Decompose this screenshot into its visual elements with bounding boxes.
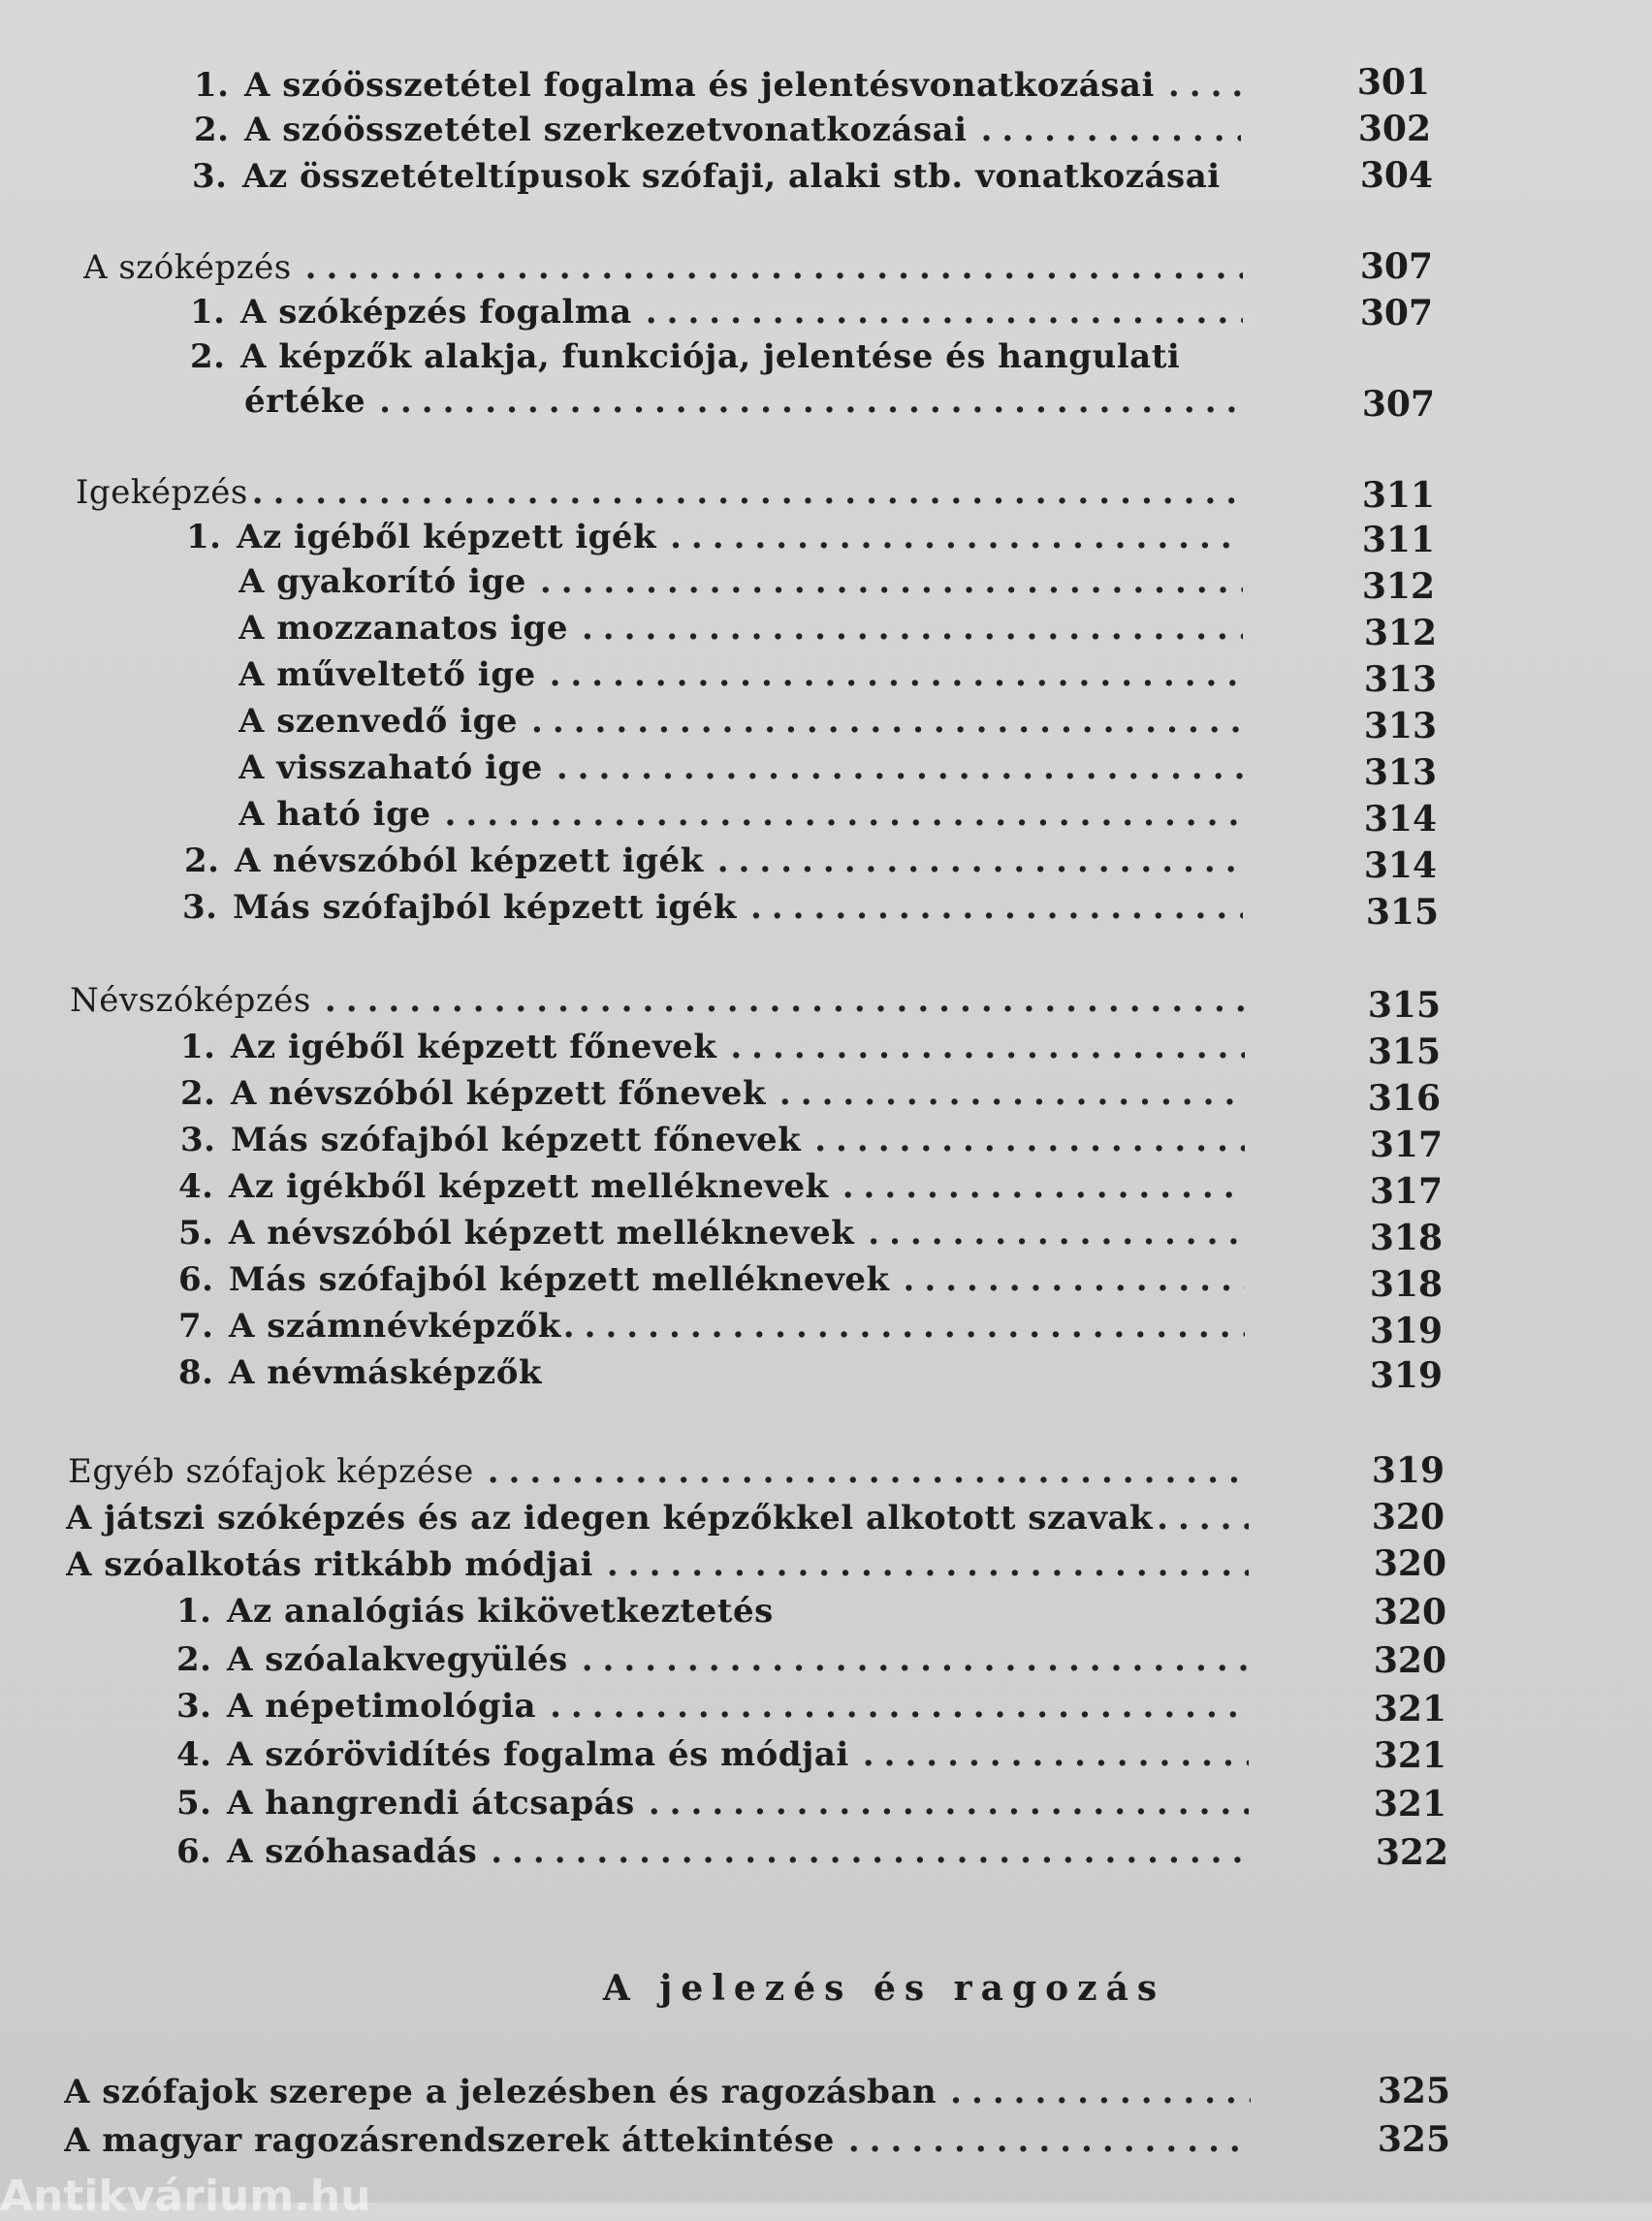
toc-entry bbox=[178, 1301, 1245, 1346]
toc-entry-page: 319 bbox=[1369, 1311, 1443, 1351]
toc-entry-title: Az összetételtípusok szófaji, alaki stb. vonatkozásai bbox=[242, 157, 1221, 196]
section-heading: A jelezés és ragozás bbox=[602, 1968, 1166, 2009]
toc-entry-number: 4. bbox=[176, 1735, 212, 1774]
toc-entry-page: 315 bbox=[1367, 1031, 1441, 1072]
toc-entry-title: A ható ige bbox=[238, 795, 431, 834]
toc-entry-title: A szóalakvegyülés bbox=[227, 1640, 568, 1679]
leader-dots bbox=[556, 748, 1243, 787]
leader-dots bbox=[252, 473, 1243, 512]
toc-entry bbox=[83, 242, 1243, 287]
toc-entry-title: értéke bbox=[244, 382, 366, 421]
toc-entry-page: 301 bbox=[1356, 62, 1430, 103]
leader-dots bbox=[379, 382, 1243, 421]
toc-entry-title: A névszóból képzett igék bbox=[235, 841, 704, 880]
leader-dots bbox=[607, 1545, 1249, 1584]
leader-dots bbox=[842, 1167, 1245, 1206]
toc-entry bbox=[176, 1826, 1249, 1871]
toc-entry bbox=[66, 1493, 1249, 1538]
toc-section-title: A magyar ragozásrendszerek áttekintése bbox=[64, 2121, 835, 2160]
toc-entry-page: 307 bbox=[1359, 293, 1433, 333]
toc-entry bbox=[176, 1634, 1249, 1679]
toc-entry bbox=[66, 1539, 1249, 1584]
toc-entry-title: Az analógiás kikövetkeztetés bbox=[227, 1592, 774, 1631]
toc-entry bbox=[176, 1729, 1249, 1774]
toc-entry-page: 307 bbox=[1359, 246, 1433, 287]
toc-entry bbox=[184, 836, 1243, 880]
toc-entry bbox=[186, 512, 1243, 556]
leader-dots bbox=[814, 1121, 1245, 1159]
toc-entry-page: 319 bbox=[1371, 1450, 1445, 1491]
toc-entry-title: A szórövidítés fogalma és módjai bbox=[227, 1735, 849, 1774]
toc-entry-number: 2. bbox=[184, 841, 220, 880]
leader-dots bbox=[540, 562, 1243, 601]
toc-entry bbox=[238, 743, 1243, 787]
leader-dots bbox=[491, 1832, 1249, 1871]
leader-dots bbox=[582, 1640, 1249, 1679]
toc-section-title: A szóképzés bbox=[83, 248, 292, 287]
leader-dots bbox=[717, 841, 1243, 880]
toc-entry-number: 8. bbox=[178, 1353, 214, 1392]
toc-entry bbox=[176, 1681, 1249, 1726]
toc-entry-number: 1. bbox=[186, 518, 222, 556]
toc-entry-title: Az igéből képzett főnevek bbox=[231, 1028, 717, 1066]
toc-entry-page: 313 bbox=[1363, 752, 1437, 793]
toc-entry bbox=[180, 1068, 1245, 1113]
leader-dots bbox=[649, 1784, 1249, 1823]
toc-entry-page: 318 bbox=[1369, 1218, 1443, 1258]
toc-entry-number: 7. bbox=[178, 1307, 214, 1346]
toc-entry-number: 1. bbox=[190, 293, 226, 332]
leader-dots bbox=[950, 2073, 1251, 2111]
leader-dots bbox=[670, 518, 1243, 556]
leader-dots bbox=[646, 293, 1243, 332]
toc-entry-title: A szóképzés fogalma bbox=[240, 293, 632, 332]
toc-entry-number: 3. bbox=[192, 157, 228, 196]
toc-entry-title: A névmásképzők bbox=[229, 1353, 542, 1392]
toc-entry-title: A visszaható ige bbox=[238, 748, 543, 787]
toc-entry-page: 320 bbox=[1373, 1592, 1446, 1633]
toc-entry bbox=[244, 376, 1243, 421]
toc-entry-page: 319 bbox=[1369, 1355, 1443, 1396]
toc-entry-number: 6. bbox=[178, 1260, 214, 1299]
leader-dots bbox=[563, 1307, 1245, 1346]
toc-entry-page: 314 bbox=[1363, 845, 1437, 886]
toc-entry-title: A számnévképzők bbox=[229, 1307, 561, 1346]
toc-entry-page: 317 bbox=[1369, 1125, 1443, 1165]
toc-entry bbox=[64, 2115, 1251, 2160]
toc-entry-title: A szenvedő ige bbox=[238, 702, 519, 741]
toc-entry-number: 2. bbox=[180, 1074, 216, 1113]
toc-entry-number: 5. bbox=[176, 1784, 212, 1823]
toc-entry-number: 6. bbox=[176, 1832, 212, 1871]
toc-entry-page: 321 bbox=[1373, 1784, 1446, 1824]
toc-entry-page: 304 bbox=[1359, 155, 1433, 196]
toc-entry-title: A népetimológia bbox=[227, 1687, 537, 1726]
leader-dots bbox=[531, 702, 1243, 741]
toc-entry-page: 311 bbox=[1361, 475, 1435, 516]
leader-dots bbox=[981, 111, 1241, 149]
toc-section-title: A szófajok szerepe a jelezésben és ragozásban bbox=[64, 2073, 937, 2111]
leader-dots bbox=[848, 2121, 1251, 2160]
leader-dots bbox=[750, 888, 1243, 927]
toc-entry-page: 320 bbox=[1373, 1543, 1446, 1584]
toc-entry-title: Más szófajból képzett igék bbox=[233, 888, 737, 927]
toc-entry-page: 325 bbox=[1377, 2071, 1450, 2111]
leader-dots bbox=[904, 1260, 1245, 1299]
watermark-text: Antikvárium.hu bbox=[0, 2172, 371, 2221]
toc-entry bbox=[190, 287, 1243, 332]
leader-dots bbox=[1168, 66, 1241, 105]
toc-entry-title: A műveltető ige bbox=[238, 655, 536, 694]
toc-entry-number: 1. bbox=[194, 66, 230, 105]
toc-entry-number: 1. bbox=[180, 1028, 216, 1066]
toc-entry bbox=[182, 882, 1243, 927]
toc-entry bbox=[176, 1778, 1249, 1823]
toc-entry bbox=[180, 1022, 1245, 1066]
toc-section-title: A szóalkotás ritkább módjai bbox=[66, 1545, 593, 1584]
toc-entry-page: 321 bbox=[1373, 1735, 1446, 1776]
toc-section-title: Igeképzés bbox=[76, 473, 248, 512]
toc-entry bbox=[178, 1348, 1245, 1392]
toc-entry bbox=[176, 1586, 1249, 1631]
toc-entry-page: 320 bbox=[1371, 1497, 1445, 1538]
toc-entry-page: 314 bbox=[1363, 799, 1437, 840]
leader-dots bbox=[730, 1028, 1245, 1066]
toc-entry bbox=[194, 105, 1241, 149]
toc-entry bbox=[180, 1115, 1245, 1159]
toc-entry-title: A szóösszetétel fogalma és jelentésvonatkozásai bbox=[244, 66, 1155, 105]
toc-entry-page: 315 bbox=[1367, 985, 1441, 1026]
toc-entry bbox=[64, 2067, 1251, 2111]
leader-dots bbox=[582, 609, 1243, 648]
toc-entry-number: 2. bbox=[190, 337, 226, 376]
toc-entry-page: 325 bbox=[1377, 2119, 1450, 2160]
toc-entry bbox=[238, 650, 1243, 694]
leader-dots bbox=[550, 1687, 1249, 1726]
toc-entry bbox=[238, 696, 1243, 741]
toc-entry bbox=[68, 1446, 1247, 1491]
toc-entry-page: 312 bbox=[1361, 566, 1435, 607]
toc-section-title: Egyéb szófajok képzése bbox=[68, 1452, 474, 1491]
leader-dots bbox=[779, 1074, 1245, 1113]
toc-entry-title: A névszóból képzett melléknevek bbox=[229, 1214, 855, 1253]
toc-section-title: Névszóképzés bbox=[70, 981, 311, 1020]
toc-entry-title: Az igéből képzett igék bbox=[237, 518, 657, 556]
toc-entry bbox=[76, 467, 1243, 512]
toc-entry-number: 3. bbox=[182, 888, 218, 927]
toc-entry bbox=[192, 151, 1278, 196]
toc-entry-title: A szóhasadás bbox=[227, 1832, 478, 1871]
toc-entry-page: 315 bbox=[1365, 892, 1439, 933]
toc-entry-page: 307 bbox=[1361, 384, 1435, 425]
toc-entry-page: 313 bbox=[1363, 659, 1437, 700]
toc-entry-title: Más szófajból képzett főnevek bbox=[231, 1121, 802, 1159]
toc-entry-page: 320 bbox=[1373, 1640, 1446, 1681]
toc-entry bbox=[238, 603, 1243, 648]
toc-entry-page: 311 bbox=[1361, 520, 1435, 560]
toc-entry bbox=[238, 556, 1243, 601]
toc-entry-title: A mozzanatos ige bbox=[238, 609, 568, 648]
toc-entry-page: 317 bbox=[1369, 1171, 1443, 1212]
leader-dots bbox=[868, 1214, 1245, 1253]
leader-dots bbox=[1157, 1499, 1249, 1538]
toc-entry bbox=[178, 1254, 1245, 1299]
toc-entry bbox=[70, 975, 1245, 1020]
toc-entry-number: 1. bbox=[176, 1592, 212, 1631]
toc-entry-page: 321 bbox=[1373, 1689, 1446, 1729]
toc-entry-title: A szóösszetétel szerkezetvonatkozásai bbox=[244, 111, 968, 149]
toc-entry-title: Az igékből képzett melléknevek bbox=[229, 1167, 829, 1206]
toc-entry-title: A gyakorító ige bbox=[238, 562, 526, 601]
leader-dots bbox=[305, 248, 1243, 287]
toc-entry-number: 4. bbox=[178, 1167, 214, 1206]
toc-entry-page: 302 bbox=[1357, 109, 1431, 149]
toc-entry bbox=[190, 332, 1276, 376]
toc-entry bbox=[238, 789, 1243, 834]
leader-dots bbox=[488, 1452, 1247, 1491]
toc-entry-page: 316 bbox=[1367, 1078, 1441, 1119]
toc-entry bbox=[194, 60, 1241, 105]
toc-entry-number: 2. bbox=[176, 1640, 212, 1679]
toc-entry-number: 5. bbox=[178, 1214, 214, 1253]
toc-entry-number: 2. bbox=[194, 111, 230, 149]
toc-entry-page: 322 bbox=[1375, 1832, 1448, 1873]
toc-entry-title: A képzők alakja, funkciója, jelentése és hangulati bbox=[240, 337, 1181, 376]
toc-entry-title: Más szófajból képzett melléknevek bbox=[229, 1260, 890, 1299]
leader-dots bbox=[863, 1735, 1249, 1774]
toc-entry-page: 318 bbox=[1369, 1264, 1443, 1305]
leader-dots bbox=[325, 981, 1245, 1020]
toc-entry-number: 3. bbox=[176, 1687, 212, 1726]
toc-entry-title: A névszóból képzett főnevek bbox=[231, 1074, 766, 1113]
toc-entry-title: A hangrendi átcsapás bbox=[227, 1784, 635, 1823]
toc-entry-page: 313 bbox=[1363, 706, 1437, 746]
toc-entry bbox=[178, 1161, 1245, 1206]
toc-entry-page: 312 bbox=[1363, 613, 1437, 653]
toc-entry-number: 3. bbox=[180, 1121, 216, 1159]
toc-section-title: A játszi szóképzés és az idegen képzőkkel alkotott szavak bbox=[66, 1499, 1154, 1538]
leader-dots bbox=[445, 795, 1243, 834]
leader-dots bbox=[550, 655, 1243, 694]
toc-entry bbox=[178, 1208, 1245, 1253]
